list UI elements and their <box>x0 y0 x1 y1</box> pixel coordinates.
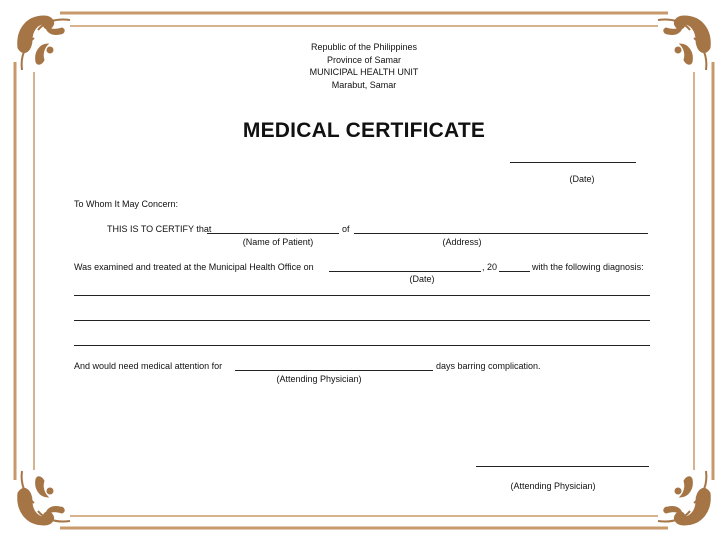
examined-year: , 20 <box>482 262 498 272</box>
exam-year-blank <box>499 271 530 272</box>
diagnosis-line-1 <box>74 295 650 296</box>
issuer-header <box>0 41 728 91</box>
diagnosis-line-2 <box>74 320 650 321</box>
header-country: Republic of the Philippines <box>310 42 418 52</box>
certify-of: of <box>342 224 350 234</box>
date-caption: (Date) <box>569 174 595 184</box>
attention-lead: And would need medical attention for <box>74 361 223 371</box>
signature-blank <box>476 466 649 467</box>
address-blank <box>354 233 648 234</box>
header-province: Province of Samar <box>326 54 402 65</box>
diagnosis-line-3 <box>74 345 650 346</box>
address-caption: (Address) <box>442 237 482 247</box>
attention-days-blank <box>235 370 433 371</box>
exam-date-blank <box>329 271 481 272</box>
date-blank <box>510 162 636 163</box>
attention-trail: days barring complication. <box>436 361 541 371</box>
certificate-title: MEDICAL CERTIFICATE <box>242 119 486 142</box>
patient-name-blank <box>207 233 339 234</box>
examined-trail: with the following diagnosis: <box>532 262 644 272</box>
corner-ornament-bottom-left <box>18 471 70 525</box>
salutation: To Whom It May Concern: <box>74 199 179 209</box>
header-office: MUNICIPAL HEALTH UNIT <box>309 67 419 77</box>
attention-caption: (Attending Physician) <box>276 374 362 384</box>
certify-lead: THIS IS TO CERTIFY that <box>107 224 212 234</box>
patient-name-caption: (Name of Patient) <box>242 237 314 247</box>
signature-caption: (Attending Physician) <box>510 481 596 491</box>
examined-lead: Was examined and treated at the Municipal Health Office on <box>74 262 314 272</box>
exam-date-caption: (Date) <box>409 274 435 284</box>
corner-ornament-bottom-right <box>658 471 710 525</box>
header-municipality: Marabut, Samar <box>331 79 397 90</box>
